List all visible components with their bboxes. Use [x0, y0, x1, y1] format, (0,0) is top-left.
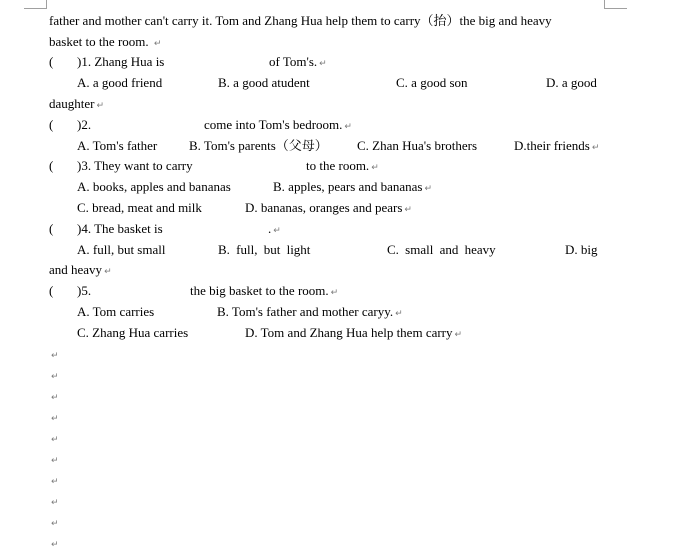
- question-1-option-b: B. a good atudent: [218, 75, 310, 90]
- margin-corner-top-right: [604, 0, 627, 9]
- question-2-option-b: B. Tom's parents（父母）: [189, 138, 328, 153]
- question-4-stem: )4. The basket is: [77, 221, 163, 236]
- question-2-option-a: A. Tom's father: [77, 138, 158, 153]
- paragraph-mark: ↵: [344, 122, 352, 132]
- empty-paragraph: ↵: [51, 498, 59, 508]
- question-4-option-c: C. small and heavy: [387, 242, 496, 257]
- paragraph-mark: ↵: [371, 163, 379, 173]
- paragraph-mark: ↵: [330, 288, 339, 298]
- empty-paragraph: ↵: [51, 372, 59, 382]
- question-2-paren: (: [49, 117, 54, 132]
- empty-paragraph: ↵: [51, 414, 59, 424]
- question-4-option-d: D. big: [565, 242, 598, 257]
- empty-paragraph: ↵: [51, 351, 59, 361]
- paragraph-mark: ↵: [153, 39, 162, 49]
- question-5-option-c: C. Zhang Hua carries: [77, 325, 189, 340]
- question-2-tail: come into Tom's bedroom. ↵: [204, 117, 352, 132]
- question-5-option-a: A. Tom carries: [77, 304, 155, 319]
- question-5-stem: )5.: [77, 283, 92, 298]
- question-3-tail: to the room. ↵: [306, 158, 379, 173]
- paragraph-mark: ↵: [591, 143, 600, 153]
- paragraph-mark: ↵: [319, 59, 327, 69]
- question-1-option-d-continued: daughter ↵: [49, 96, 105, 111]
- empty-paragraph: ↵: [51, 435, 59, 445]
- question-5-option-b: B. Tom's father and mother caryy. ↵: [217, 304, 403, 319]
- paragraph-mark: ↵: [424, 184, 432, 194]
- intro-line-2: basket to the room. ↵: [49, 34, 162, 49]
- question-3-option-c: C. bread, meat and milk: [77, 200, 202, 215]
- intro-line-1: father and mother can't carry it. Tom and Zhang Hua help them to carry（抬）the big and heavy: [49, 13, 552, 28]
- question-1-tail: of Tom's. ↵: [269, 54, 327, 69]
- paragraph-mark: ↵: [395, 309, 403, 319]
- question-1-option-c: C. a good son: [396, 75, 468, 90]
- question-5-option-d: D. Tom and Zhang Hua help them carry ↵: [245, 325, 463, 340]
- question-4-option-b: B. full, but light: [218, 242, 311, 257]
- paragraph-mark: ↵: [96, 101, 105, 111]
- question-2-stem: )2.: [77, 117, 92, 132]
- empty-paragraph: ↵: [51, 540, 59, 550]
- margin-corner-top-left: [24, 0, 47, 9]
- empty-paragraph: ↵: [51, 519, 59, 529]
- question-4-paren: (: [49, 221, 54, 236]
- question-4-option-d-continued: and heavy ↵: [49, 262, 112, 277]
- question-1-stem: )1. Zhang Hua is: [77, 54, 165, 69]
- question-1-option-d: D. a good: [546, 75, 597, 90]
- question-1-option-a: A. a good friend: [77, 75, 163, 90]
- question-4-option-a: A. full, but small: [77, 242, 166, 257]
- question-5-tail: the big basket to the room. ↵: [190, 283, 339, 298]
- question-4-tail: . ↵: [268, 221, 281, 236]
- question-3-stem: )3. They want to carry: [77, 158, 193, 173]
- question-3-paren: (: [49, 158, 54, 173]
- question-3-option-d: D. bananas, oranges and pears ↵: [245, 200, 412, 215]
- question-1-paren: (: [49, 54, 54, 69]
- question-2-option-c: C. Zhan Hua's brothers: [357, 138, 478, 153]
- paragraph-mark: ↵: [404, 205, 412, 215]
- empty-paragraph: ↵: [51, 393, 59, 403]
- empty-paragraph: ↵: [51, 456, 59, 466]
- empty-paragraph: ↵: [51, 477, 59, 487]
- paragraph-mark: ↵: [104, 267, 112, 277]
- paragraph-mark: ↵: [454, 330, 463, 340]
- question-3-option-a: A. books, apples and bananas: [77, 179, 231, 194]
- question-3-option-b: B. apples, pears and bananas ↵: [273, 179, 432, 194]
- paragraph-mark: ↵: [273, 226, 281, 236]
- question-5-paren: (: [49, 283, 54, 298]
- question-2-option-d: D.their friends ↵: [514, 138, 600, 153]
